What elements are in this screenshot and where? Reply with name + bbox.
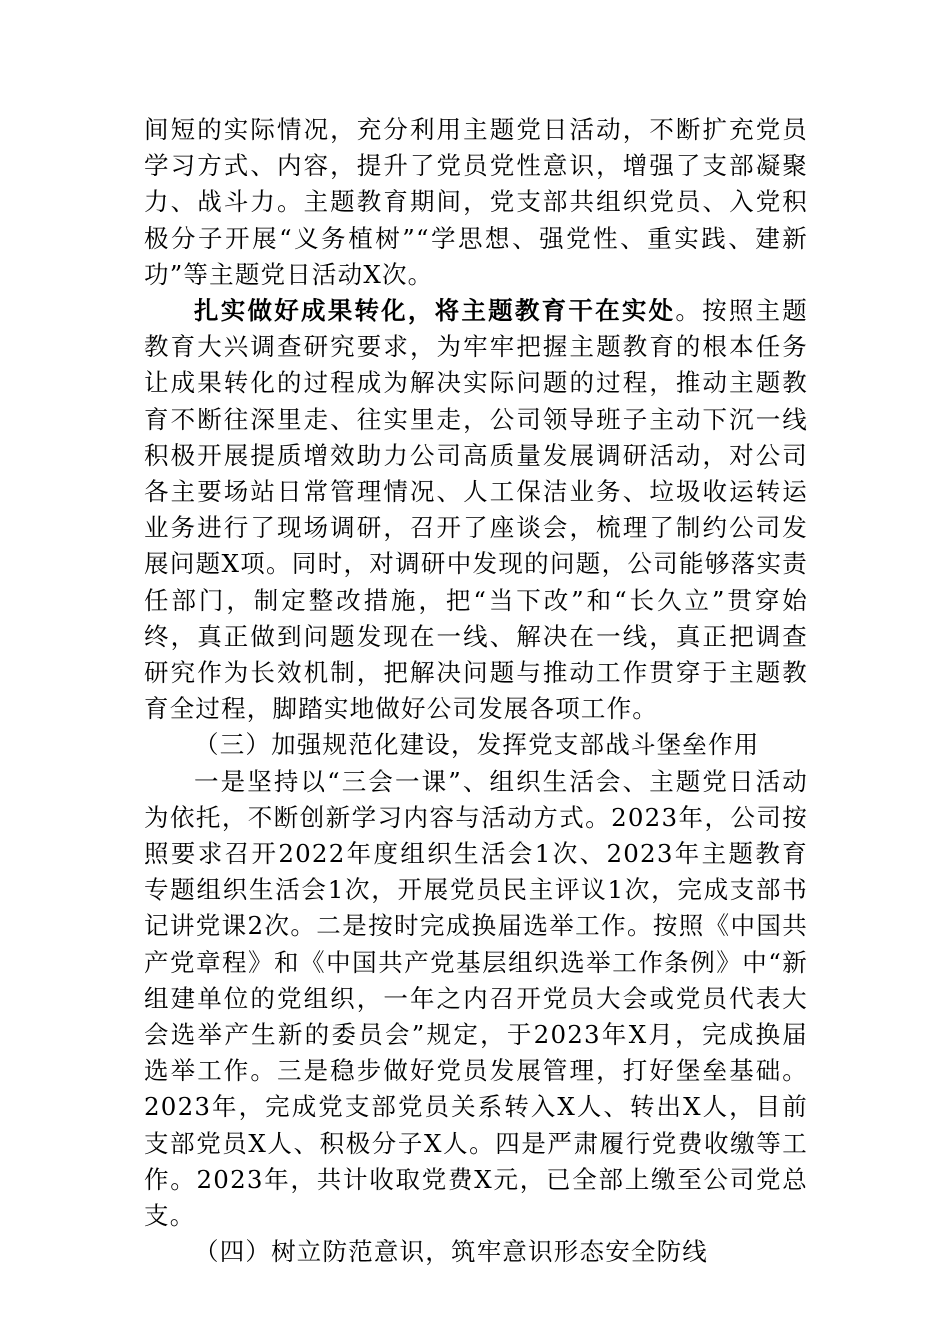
paragraph-lead-sentence: 扎实做好成果转化，将主题教育干在实处 — [194, 296, 676, 326]
body-paragraph: 一是坚持以“三会一课”、组织生活会、主题党日活动为依托，不断创新学习内容与活动方式。2023年，公司按照要求召开2022年度组织生活会1次、2023年主题教育专题组织生活会1次，开展党员民主评议1次，完成支部书记讲党课2次。二是按时完成换届选举工作。按照《中国共产党章程》和《中国共产党基层组织选举工作条例》中“新组建单位的党组织，一年之内召开党员大会或党员代表大会选举产生新的委员会”规定，于2023年X月，完成换届选举工作。三是稳步做好党员发展管理，打好堡垒基础。2023年，完成党支部党员关系转入X人、转出X人，目前支部党员X人、积极分子X人。四是严肃履行党费收缴等工作。2023年，共计收取党费X元，已全部上缴至公司党总支。 — [144, 766, 808, 1231]
document-page — [144, 112, 808, 1271]
body-paragraph: 间短的实际情况，充分利用主题党日活动，不断扩充党员学习方式、内容，提升了党员党性意识，增强了支部凝聚力、战斗力。主题教育期间，党支部共组织党员、入党积极分子开展“义务植树”“学思想、强党性、重实践、建新功”等主题党日活动X次。 — [144, 115, 808, 289]
section-heading: （三）加强规范化建设，发挥党支部战斗堡垒作用 — [194, 730, 760, 760]
section-heading: （四）树立防范意识，筑牢意识形态安全防线 — [194, 1237, 708, 1267]
paragraph-body-text: 。按照主题教育大兴调查研究要求，为牢牢把握主题教育的根本任务让成果转化的过程成为解决实际问题的过程，推动主题教育不断往深里走、往实里走，公司领导班子主动下沉一线积极开展提质增效助力公司高质量发展调研活动，对公司各主要场站日常管理情况、人工保洁业务、垃圾收运转运业务进行了现场调研，召开了座谈会，梳理了制约公司发展问题X项。同时，对调研中发现的问题，公司能够落实责任部门，制定整改措施，把“当下改”和“长久立”贯穿始终，真正做到问题发现在一线、解决在一线，真正把调查研究作为长效机制，把解决问题与推动工作贯穿于主题教育全过程，脚踏实地做好公司发展各项工作。 — [144, 296, 808, 724]
body-paragraph — [144, 293, 808, 727]
